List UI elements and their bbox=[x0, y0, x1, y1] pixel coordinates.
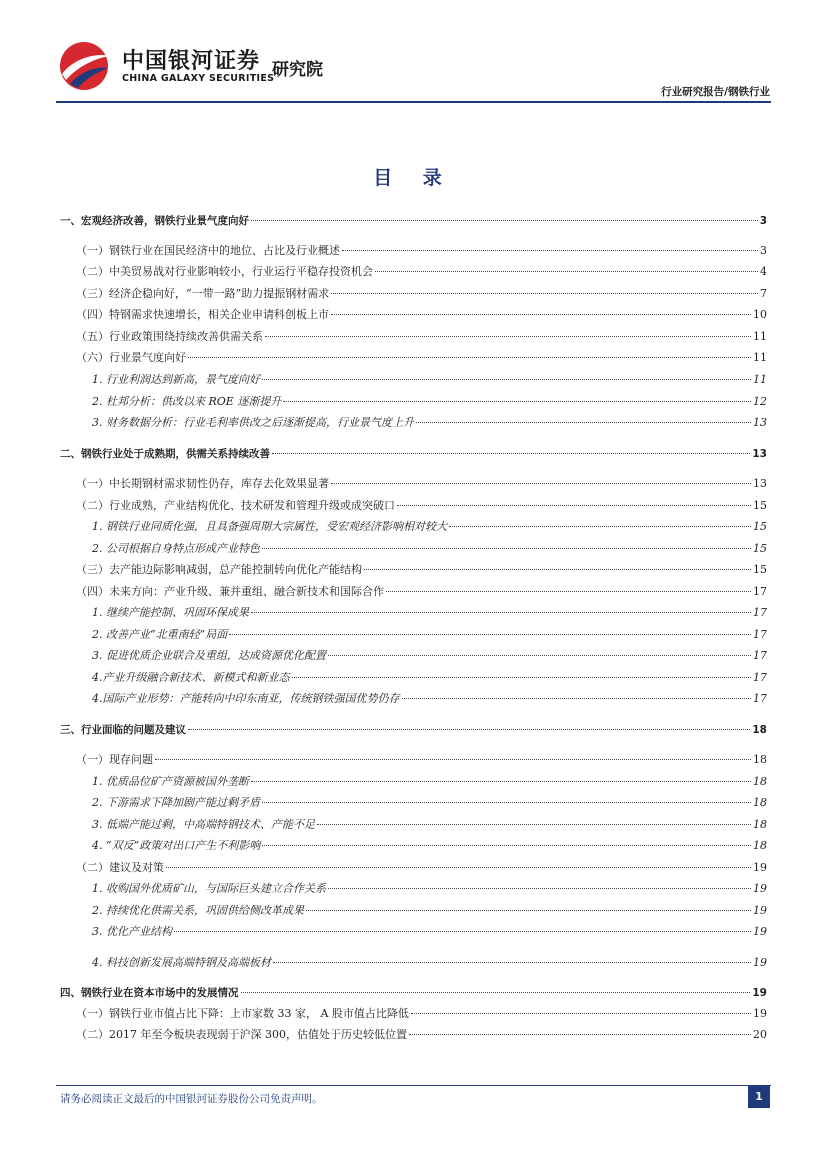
toc-entry[interactable] bbox=[76, 286, 767, 302]
toc-entry-title: 二、钢铁行业处于成熟期，供需关系持续改善 bbox=[60, 448, 270, 460]
toc-entry-title: 1. 钢铁行业同质化强，且具备强周期大宗属性，受宏观经济影响相对较大 bbox=[92, 520, 447, 533]
toc-entry[interactable] bbox=[92, 648, 767, 664]
toc-leader-dots bbox=[283, 401, 751, 402]
company-name-cn: 中国银河证券 bbox=[122, 49, 261, 74]
page-number: 1 bbox=[748, 1086, 770, 1108]
toc-entry[interactable] bbox=[76, 562, 767, 578]
toc-entry-title: 4.产业升级融合新技术、新模式和新业态 bbox=[92, 671, 290, 684]
report-category: 行业研究报告/钢铁行业 bbox=[661, 86, 770, 98]
toc-leader-dots bbox=[229, 634, 751, 635]
toc-entry-title: 4. 科技创新发展高端特钢及高端板材 bbox=[92, 956, 271, 969]
toc-entry-page: 17 bbox=[753, 649, 767, 662]
toc-entry-page: 11 bbox=[753, 351, 767, 364]
toc-entry-title: 2. 改善产业“北重南轻”局面 bbox=[92, 628, 228, 641]
toc-entry[interactable] bbox=[76, 1006, 767, 1022]
toc-entry[interactable] bbox=[92, 795, 767, 811]
toc-entry[interactable] bbox=[76, 584, 767, 600]
toc-leader-dots bbox=[262, 379, 751, 380]
toc-entry-page: 18 bbox=[753, 753, 767, 766]
toc-entry-title: 1. 行业利润达到新高，景气度向好 bbox=[92, 373, 260, 386]
toc-entry[interactable] bbox=[92, 838, 767, 854]
toc-entry-title: 2. 下游需求下降加剧产能过剩矛盾 bbox=[92, 796, 260, 809]
toc-entry-page: 18 bbox=[753, 775, 767, 788]
toc-entry-page: 18 bbox=[752, 724, 767, 736]
toc-leader-dots bbox=[272, 453, 750, 454]
toc-entry[interactable] bbox=[92, 924, 767, 940]
toc-leader-dots bbox=[409, 1034, 751, 1035]
toc-entry-page: 11 bbox=[753, 330, 767, 343]
toc-entry-page: 3 bbox=[760, 244, 767, 257]
toc-entry-title: 3. 优化产业结构 bbox=[92, 925, 172, 938]
toc-leader-dots bbox=[416, 422, 751, 423]
toc-entry[interactable] bbox=[92, 627, 767, 643]
toc-entry-page: 12 bbox=[753, 395, 767, 408]
toc-leader-dots bbox=[317, 824, 751, 825]
toc-entry[interactable] bbox=[92, 774, 767, 790]
toc-entry-page: 19 bbox=[753, 861, 767, 874]
toc-entry[interactable] bbox=[92, 817, 767, 833]
toc-leader-dots bbox=[397, 505, 751, 506]
toc-entry-page: 4 bbox=[760, 265, 767, 278]
toc-entry-page: 3 bbox=[759, 215, 767, 227]
toc-entry[interactable] bbox=[76, 307, 767, 323]
toc-entry-page: 15 bbox=[753, 499, 767, 512]
toc-leader-dots bbox=[262, 548, 751, 549]
toc-entry[interactable] bbox=[92, 394, 767, 410]
toc-entry-title: （一）中长期钢材需求韧性仍存，库存去化效果显著 bbox=[76, 477, 329, 490]
toc-entry[interactable] bbox=[76, 243, 767, 259]
toc-leader-dots bbox=[251, 220, 758, 221]
toc-entry-title: （二）行业成熟，产业结构优化、技术研发和管理升级或成突破口 bbox=[76, 499, 395, 512]
toc-entry[interactable] bbox=[92, 903, 767, 919]
toc-leader-dots bbox=[328, 655, 751, 656]
toc-entry-page: 19 bbox=[753, 925, 767, 938]
toc-entry[interactable] bbox=[92, 605, 767, 621]
toc-entry-page: 19 bbox=[753, 1007, 767, 1020]
toc-leader-dots bbox=[411, 1013, 751, 1014]
toc-leader-dots bbox=[331, 293, 758, 294]
footer-divider bbox=[56, 1085, 771, 1086]
toc-entry[interactable] bbox=[76, 264, 767, 280]
toc-entry[interactable] bbox=[92, 955, 767, 971]
toc-entry-title: 三、行业面临的问题及建议 bbox=[60, 724, 186, 736]
toc-entry-page: 17 bbox=[753, 692, 767, 705]
toc-leader-dots bbox=[328, 888, 751, 889]
toc-entry-page: 18 bbox=[753, 796, 767, 809]
disclaimer-notice: 请务必阅读正文最后的中国银河证券股份公司免责声明。 bbox=[60, 1093, 323, 1105]
toc-leader-dots bbox=[273, 962, 751, 963]
toc-leader-dots bbox=[174, 931, 751, 932]
toc-entry[interactable] bbox=[92, 670, 767, 686]
toc-entry[interactable] bbox=[76, 350, 767, 366]
toc-entry[interactable] bbox=[60, 722, 767, 738]
toc-entry-page: 10 bbox=[753, 308, 767, 321]
toc-entry-title: 4.国际产业形势：产能转向中印东南亚，传统钢铁强国优势仍存 bbox=[92, 692, 400, 705]
toc-entry-page: 19 bbox=[753, 904, 767, 917]
toc-title: 目 录 bbox=[373, 167, 454, 189]
toc-entry[interactable] bbox=[60, 446, 767, 462]
toc-entry-title: 2. 杜邦分析：供改以来 ROE 逐渐提升 bbox=[92, 395, 282, 408]
toc-entry-page: 7 bbox=[760, 287, 767, 300]
toc-leader-dots bbox=[292, 677, 752, 678]
toc-entry-page: 15 bbox=[753, 563, 767, 576]
toc-entry-title: 3. 促进优质企业联合及重组，达成资源优化配置 bbox=[92, 649, 326, 662]
toc-entry-title: （五）行业政策围绕持续改善供需关系 bbox=[76, 330, 263, 343]
toc-entry-title: （一）钢铁行业市值占比下降：上市家数 33 家， A 股市值占比降低 bbox=[76, 1007, 409, 1020]
toc-entry[interactable] bbox=[92, 415, 767, 431]
toc-entry-title: （六）行业景气度向好 bbox=[76, 351, 186, 364]
toc-entry[interactable] bbox=[60, 985, 767, 1001]
galaxy-logo-icon bbox=[56, 40, 112, 92]
toc-entry-title: 1. 收购国外优质矿山，与国际巨头建立合作关系 bbox=[92, 882, 326, 895]
toc-leader-dots bbox=[251, 781, 751, 782]
toc-leader-dots bbox=[155, 759, 751, 760]
toc-entry-title: （二）中美贸易战对行业影响较小，行业运行平稳存投资机会 bbox=[76, 265, 373, 278]
toc-leader-dots bbox=[386, 591, 751, 592]
toc-leader-dots bbox=[262, 802, 751, 803]
toc-leader-dots bbox=[188, 357, 751, 358]
toc-entry-title: （三）去产能边际影响减弱，总产能控制转向优化产能结构 bbox=[76, 563, 362, 576]
toc-leader-dots bbox=[364, 569, 751, 570]
toc-entry-page: 19 bbox=[753, 882, 767, 895]
toc-entry[interactable] bbox=[92, 881, 767, 897]
toc-entry-page: 20 bbox=[753, 1028, 767, 1041]
toc-entry-page: 13 bbox=[752, 448, 767, 460]
toc-leader-dots bbox=[342, 250, 758, 251]
toc-leader-dots bbox=[331, 483, 751, 484]
toc-entry[interactable] bbox=[76, 860, 767, 876]
toc-leader-dots bbox=[188, 729, 750, 730]
toc-entry-title: 3. 低端产能过剩，中高端特钢技术、产能不足 bbox=[92, 818, 315, 831]
toc-entry-page: 13 bbox=[753, 416, 767, 429]
toc-leader-dots bbox=[262, 845, 751, 846]
toc-entry-title: （一）钢铁行业在国民经济中的地位、占比及行业概述 bbox=[76, 244, 340, 257]
toc-entry-title: （四）未来方向：产业升级、兼并重组、融合新技术和国际合作 bbox=[76, 585, 384, 598]
toc-entry-page: 15 bbox=[753, 542, 767, 555]
toc-entry[interactable] bbox=[76, 752, 767, 768]
toc-entry-page: 17 bbox=[753, 606, 767, 619]
toc-entry-page: 18 bbox=[753, 818, 767, 831]
page-header bbox=[0, 0, 827, 104]
toc-entry-page: 13 bbox=[753, 477, 767, 490]
toc-entry-title: （二）建议及对策 bbox=[76, 861, 164, 874]
toc-entry[interactable] bbox=[76, 498, 767, 514]
toc-leader-dots bbox=[241, 992, 751, 993]
toc-entry[interactable] bbox=[76, 476, 767, 492]
toc-leader-dots bbox=[251, 612, 751, 613]
toc-entry-page: 19 bbox=[752, 987, 767, 999]
toc-leader-dots bbox=[375, 271, 758, 272]
toc-entry-page: 11 bbox=[753, 373, 767, 386]
toc-entry[interactable] bbox=[92, 691, 767, 707]
toc-entry-page: 19 bbox=[753, 956, 767, 969]
toc-entry-title: 四、钢铁行业在资本市场中的发展情况 bbox=[60, 987, 239, 999]
toc-entry-title: 2. 公司根据自身特点形成产业特色 bbox=[92, 542, 260, 555]
toc-leader-dots bbox=[402, 698, 752, 699]
toc-entry[interactable] bbox=[60, 213, 767, 229]
toc-entry-title: （一）现存问题 bbox=[76, 753, 153, 766]
toc-entry-title: 2. 持续优化供需关系，巩固供给侧改革成果 bbox=[92, 904, 304, 917]
toc-entry-title: 一、宏观经济改善，钢铁行业景气度向好 bbox=[60, 215, 249, 227]
toc-entry-title: 1. 继续产能控制、巩固环保成果 bbox=[92, 606, 249, 619]
toc-entry-page: 17 bbox=[753, 671, 767, 684]
toc-entry-title: （四）特钢需求快速增长，相关企业申请科创板上市 bbox=[76, 308, 329, 321]
toc-entry[interactable] bbox=[92, 372, 767, 388]
header-divider bbox=[56, 101, 771, 103]
toc-entry-title: （三）经济企稳向好，“一带一路”助力提振钢材需求 bbox=[76, 287, 330, 300]
toc-entry[interactable] bbox=[76, 1027, 767, 1043]
toc-entry-page: 17 bbox=[753, 628, 767, 641]
toc-entry-page: 18 bbox=[753, 839, 767, 852]
toc-entry-page: 15 bbox=[753, 520, 767, 533]
toc-entry[interactable] bbox=[76, 329, 767, 345]
toc-entry[interactable] bbox=[92, 519, 767, 535]
toc-leader-dots bbox=[331, 314, 751, 315]
toc-entry-title: 3. 财务数据分析：行业毛利率供改之后逐渐提高，行业景气度上升 bbox=[92, 416, 414, 429]
toc-leader-dots bbox=[449, 526, 751, 527]
toc-entry-page: 17 bbox=[753, 585, 767, 598]
toc-entry-title: （二）2017 年至今板块表现弱于沪深 300，估值处于历史较低位置 bbox=[76, 1028, 407, 1041]
toc-entry[interactable] bbox=[92, 541, 767, 557]
toc-entry-title: 4. “双反”政策对出口产生不利影响 bbox=[92, 839, 261, 852]
company-name-en: CHINA GALAXY SECURITIES bbox=[122, 73, 275, 84]
toc-leader-dots bbox=[166, 867, 751, 868]
toc-leader-dots bbox=[306, 910, 751, 911]
research-institute-label: 研究院 bbox=[272, 60, 323, 80]
toc-entry-title: 1. 优质品位矿产资源被国外垄断 bbox=[92, 775, 249, 788]
toc-leader-dots bbox=[265, 336, 751, 337]
